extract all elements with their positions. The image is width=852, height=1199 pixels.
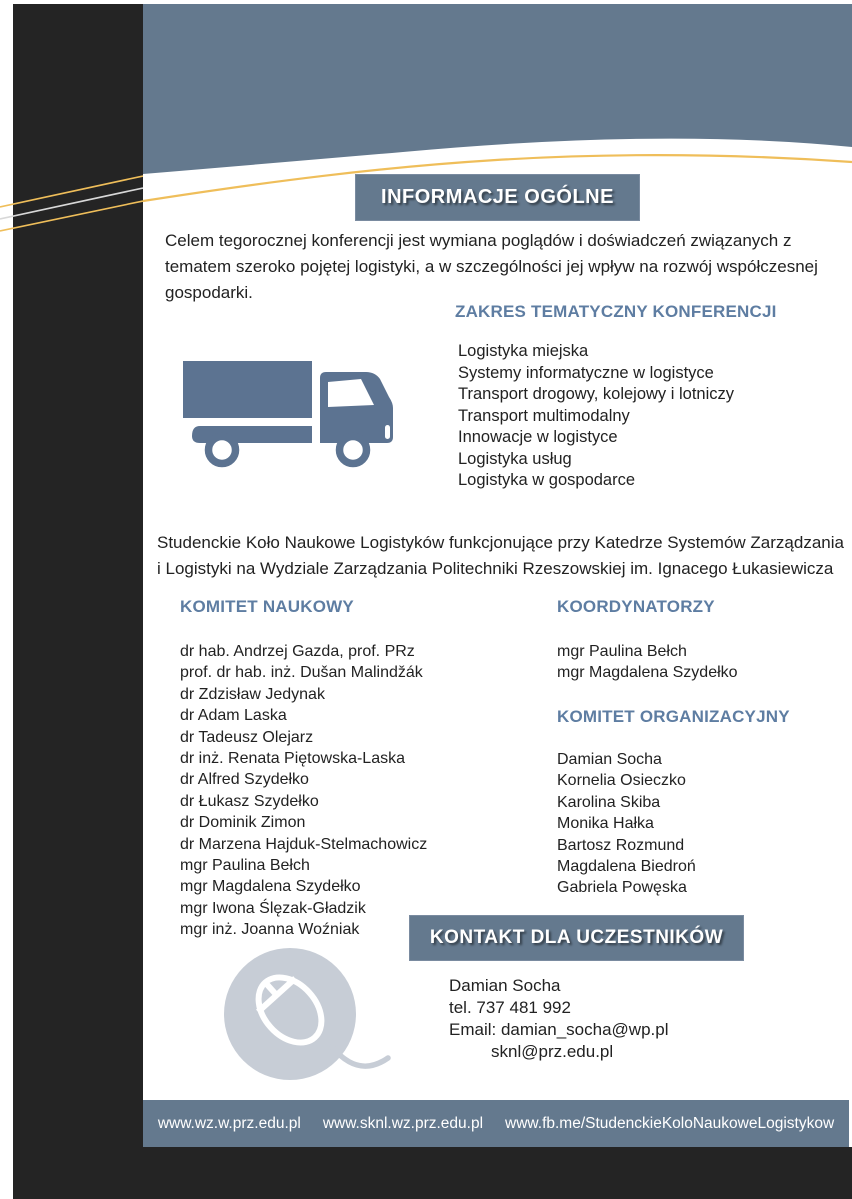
member-row: dr Adam Laska	[180, 707, 287, 725]
footer-link: www.sknl.wz.prz.edu.pl	[322, 1114, 484, 1132]
member-row: mgr Paulina Bełch	[180, 857, 310, 875]
computer-mouse-icon	[202, 942, 397, 1092]
coordinators-heading: KOORDYNATORZY	[557, 597, 715, 616]
coordinators-list	[557, 641, 738, 684]
contact-phone: tel. 737 481 992	[449, 998, 571, 1017]
member-row: dr Łukasz Szydełko	[180, 792, 319, 810]
topic-item: Systemy informatyczne w logistyce	[458, 363, 714, 382]
member-row: dr Dominik Zimon	[180, 814, 306, 832]
member-row: Bartosz Rozmund	[557, 836, 685, 854]
member-row: mgr Paulina Bełch	[557, 643, 687, 660]
contact-name: Damian Socha	[449, 976, 561, 995]
member-row: Karolina Skiba	[557, 793, 661, 811]
topic-item: Transport multimodalny	[458, 406, 630, 425]
member-row: Gabriela Powęska	[557, 879, 687, 897]
member-row: dr Marzena Hajduk-Stelmachowicz	[180, 835, 428, 853]
footer-link: www.wz.w.prz.edu.pl	[157, 1114, 301, 1132]
bottom-black-panel	[13, 1147, 852, 1199]
topics-heading: ZAKRES TEMATYCZNY KONFERENCJI	[455, 302, 777, 321]
member-row: Magdalena Biedroń	[557, 858, 696, 876]
white-line	[0, 188, 143, 219]
member-row: dr Alfred Szydełko	[180, 771, 309, 789]
topic-item: Transport drogowy, kolejowy i lotniczy	[458, 385, 735, 403]
member-row: Kornelia Osieczko	[557, 772, 686, 790]
organizing-committee-list	[557, 749, 696, 899]
page-title: INFORMACJE OGÓLNE	[381, 186, 614, 208]
member-row: mgr Iwona Ślęzak-Gładzik	[180, 899, 366, 917]
member-row: Damian Socha	[557, 751, 662, 768]
footer-link: www.fb.me/StudenckieKoloNaukoweLogistykow	[505, 1114, 835, 1132]
intro-text: Celem tegorocznej konferencji jest wymiana poglądów i doświadczeń związanych z tematem szeroko pojętej logistyki, a w szczególności jej wpływ na rozwój współczesnej gospodarki.	[165, 231, 818, 302]
topic-item: Logistyka miejska	[458, 342, 589, 360]
topic-item: Logistyka w gospodarce	[458, 471, 636, 489]
truck-icon	[178, 350, 393, 468]
member-row: dr inż. Renata Piętowska-Laska	[180, 750, 405, 768]
member-row: mgr inż. Joanna Woźniak	[180, 921, 360, 939]
gold-line-bottom	[0, 201, 143, 231]
scientific-committee-heading: KOMITET NAUKOWY	[180, 597, 354, 616]
member-row: Monika Hałka	[557, 815, 654, 833]
organizing-committee-heading: KOMITET ORGANIZACYJNY	[557, 707, 790, 726]
footer-bar	[143, 1100, 849, 1147]
contact-email: Email: damian_socha@wp.pl	[449, 1020, 669, 1039]
topic-item: Logistyka usług	[458, 449, 572, 468]
contact-box-title: KONTAKT DLA UCZESTNIKÓW	[429, 927, 724, 948]
title-box	[355, 174, 640, 221]
topics-list	[458, 341, 734, 492]
member-row: mgr Magdalena Szydełko	[557, 664, 738, 682]
contact-box	[409, 915, 744, 961]
member-row: dr Tadeusz Olejarz	[180, 728, 314, 746]
member-row: mgr Magdalena Szydełko	[180, 878, 361, 896]
contact-info	[449, 975, 668, 1063]
topic-item: Innowacje w logistyce	[458, 428, 618, 446]
about-text: Studenckie Koło Naukowe Logistyków funkcjonujące przy Katedrze Systemów Zarządzania i Logistyki na Wydziale Zarządzania Politechniki Rzeszowskiej im. Ignacego Łukasiewicza	[157, 533, 844, 578]
scientific-committee-list	[180, 641, 427, 941]
contact-email-2: sknl@prz.edu.pl	[491, 1042, 614, 1061]
member-row: prof. dr hab. inż. Dušan Malindžák	[180, 664, 423, 682]
member-row: dr hab. Andrzej Gazda, prof. PRz	[180, 643, 415, 660]
accent-lines	[0, 160, 143, 250]
gold-line-top	[0, 176, 143, 207]
member-row: dr Zdzisław Jedynak	[180, 685, 325, 703]
